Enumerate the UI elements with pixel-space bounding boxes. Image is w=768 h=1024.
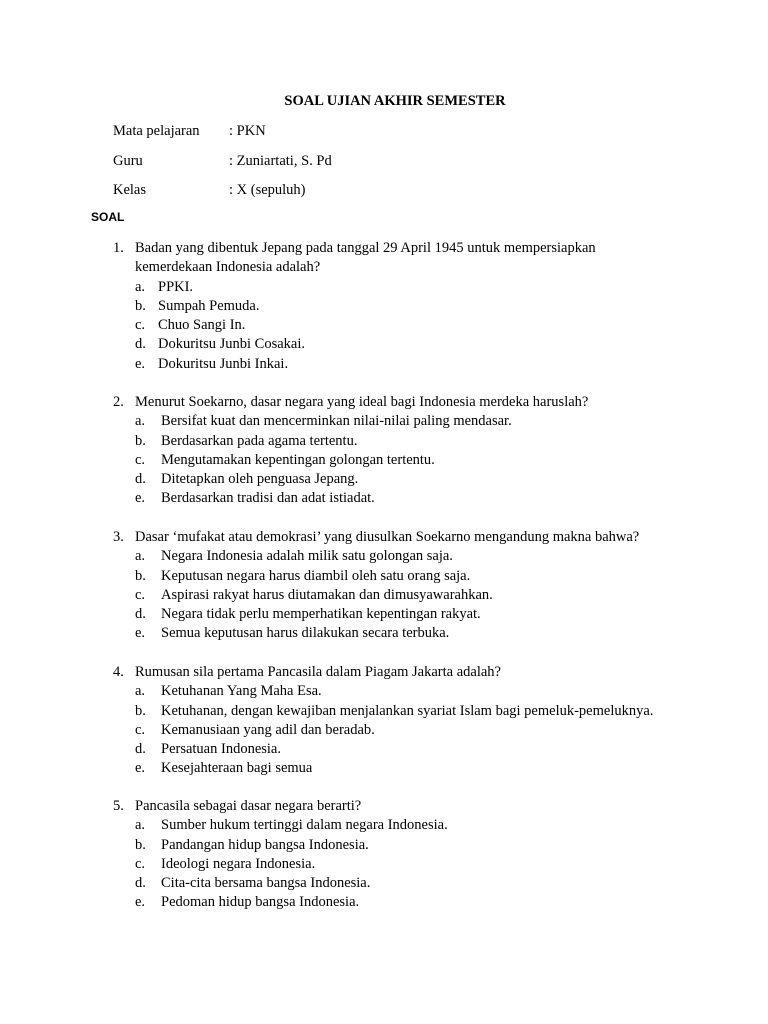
option-text: Berdasarkan tradisi dan adat istiadat. — [161, 490, 375, 507]
option-text: Cita-cita bersama bangsa Indonesia. — [161, 875, 371, 892]
option-list — [135, 412, 753, 508]
option-letter: b. — [135, 432, 146, 449]
option-letter: e. — [135, 355, 146, 372]
option-item — [135, 335, 753, 354]
option-item — [135, 412, 753, 431]
option-item — [135, 605, 753, 624]
option-letter: c. — [135, 586, 146, 603]
option-letter: a. — [135, 817, 146, 834]
option-letter: d. — [135, 606, 146, 623]
option-text: Kemanusiaan yang adil dan beradab. — [161, 721, 375, 738]
question-text: Badan yang dibentuk Jepang pada tanggal 29 April 1945 untuk mempersiapkan kemerdekaan Indonesia adalah? — [135, 240, 596, 276]
option-letter: c. — [135, 721, 146, 738]
option-text: Ketuhanan Yang Maha Esa. — [161, 683, 322, 700]
question-4 — [113, 663, 753, 779]
option-text: Bersifat kuat dan mencerminkan nilai-nilai paling mendasar. — [161, 413, 512, 430]
meta-value: : X (sepuluh) — [229, 182, 306, 198]
option-item — [135, 702, 753, 721]
option-letter: a. — [135, 548, 146, 565]
meta-label: Guru — [113, 153, 143, 169]
option-letter: b. — [135, 297, 146, 314]
option-item — [135, 874, 753, 893]
section-heading: SOAL — [91, 210, 125, 224]
meta-value: : PKN — [229, 123, 266, 139]
option-letter: c. — [135, 451, 146, 468]
option-letter: d. — [135, 336, 146, 353]
option-text: Semua keputusan harus dilakukan secara terbuka. — [161, 625, 450, 642]
option-item — [135, 567, 753, 586]
option-text: Persatuan Indonesia. — [161, 741, 281, 758]
option-text: Sumber hukum tertinggi dalam negara Indonesia. — [161, 817, 448, 834]
option-text: Chuo Sangi In. — [158, 317, 246, 334]
option-text: Kesejahteraan bagi semua — [161, 760, 313, 777]
question-2 — [113, 393, 753, 509]
option-list — [135, 547, 753, 643]
option-item — [135, 547, 753, 566]
option-letter: e. — [135, 490, 146, 507]
option-item — [135, 682, 753, 701]
option-letter: a. — [135, 278, 146, 295]
option-letter: d. — [135, 875, 146, 892]
option-item — [135, 297, 753, 316]
option-text: Aspirasi rakyat harus diutamakan dan dimusyawarahkan. — [161, 586, 493, 603]
option-item — [135, 624, 753, 643]
option-letter: a. — [135, 413, 146, 430]
option-letter: a. — [135, 683, 146, 700]
option-text: Berdasarkan pada agama tertentu. — [161, 432, 358, 449]
question-text: Pancasila sebagai dasar negara berarti? — [135, 798, 362, 814]
meta-label: Mata pelajaran — [113, 123, 200, 139]
option-text: Negara Indonesia adalah milik satu golongan saja. — [161, 548, 453, 565]
question-text: Menurut Soekarno, dasar negara yang ideal bagi Indonesia merdeka haruslah? — [135, 394, 589, 410]
option-text: Sumpah Pemuda. — [158, 297, 260, 314]
option-text: Pedoman hidup bangsa Indonesia. — [161, 894, 360, 911]
option-letter: d. — [135, 471, 146, 488]
question-number: 5. — [113, 798, 124, 814]
option-text: PPKI. — [158, 278, 194, 295]
option-list — [135, 278, 753, 374]
option-item — [135, 740, 753, 759]
option-item — [135, 855, 753, 874]
option-item — [135, 759, 753, 778]
question-3 — [113, 528, 753, 644]
option-text: Negara tidak perlu memperhatikan kepentingan rakyat. — [161, 606, 481, 623]
option-letter: c. — [135, 317, 146, 334]
option-item — [135, 451, 753, 470]
option-item — [135, 278, 753, 297]
option-item — [135, 316, 753, 335]
question-5 — [113, 797, 753, 913]
question-number: 2. — [113, 394, 124, 410]
option-text: Mengutamakan kepentingan golongan tertentu. — [161, 451, 435, 468]
option-text: Ditetapkan oleh penguasa Jepang. — [161, 471, 359, 488]
question-number: 3. — [113, 529, 124, 545]
question-1 — [113, 239, 753, 374]
option-item — [135, 836, 753, 855]
option-text: Dokuritsu Junbi Inkai. — [158, 355, 289, 372]
option-text: Ideologi negara Indonesia. — [161, 855, 316, 872]
document-title: SOAL UJIAN AKHIR SEMESTER — [284, 93, 506, 109]
option-letter: e. — [135, 760, 146, 777]
option-text: Keputusan negara harus diambil oleh satu orang saja. — [161, 567, 471, 584]
option-list — [135, 816, 753, 912]
option-letter: c. — [135, 855, 146, 872]
option-item — [135, 489, 753, 508]
option-letter: b. — [135, 702, 146, 719]
option-item — [135, 355, 753, 374]
question-number: 1. — [113, 240, 124, 256]
option-item — [135, 893, 753, 912]
option-list — [135, 682, 753, 778]
question-text: Dasar ‘mufakat atau demokrasi’ yang diusulkan Soekarno mengandung makna bahwa? — [135, 529, 640, 545]
option-letter: e. — [135, 625, 146, 642]
option-letter: d. — [135, 741, 146, 758]
option-text: Pandangan hidup bangsa Indonesia. — [161, 836, 369, 853]
option-text: Dokuritsu Junbi Cosakai. — [158, 336, 306, 353]
option-letter: e. — [135, 894, 146, 911]
option-letter: b. — [135, 836, 146, 853]
option-item — [135, 816, 753, 835]
option-text: Ketuhanan, dengan kewajiban menjalankan syariat Islam bagi pemeluk-pemeluknya. — [161, 702, 654, 719]
option-item — [135, 721, 753, 740]
option-letter: b. — [135, 567, 146, 584]
option-item — [135, 586, 753, 605]
meta-label: Kelas — [113, 182, 147, 198]
question-text: Rumusan sila pertama Pancasila dalam Piagam Jakarta adalah? — [135, 664, 501, 680]
option-item — [135, 432, 753, 451]
question-number: 4. — [113, 664, 124, 680]
meta-value: : Zuniartati, S. Pd — [229, 153, 332, 169]
option-item — [135, 470, 753, 489]
